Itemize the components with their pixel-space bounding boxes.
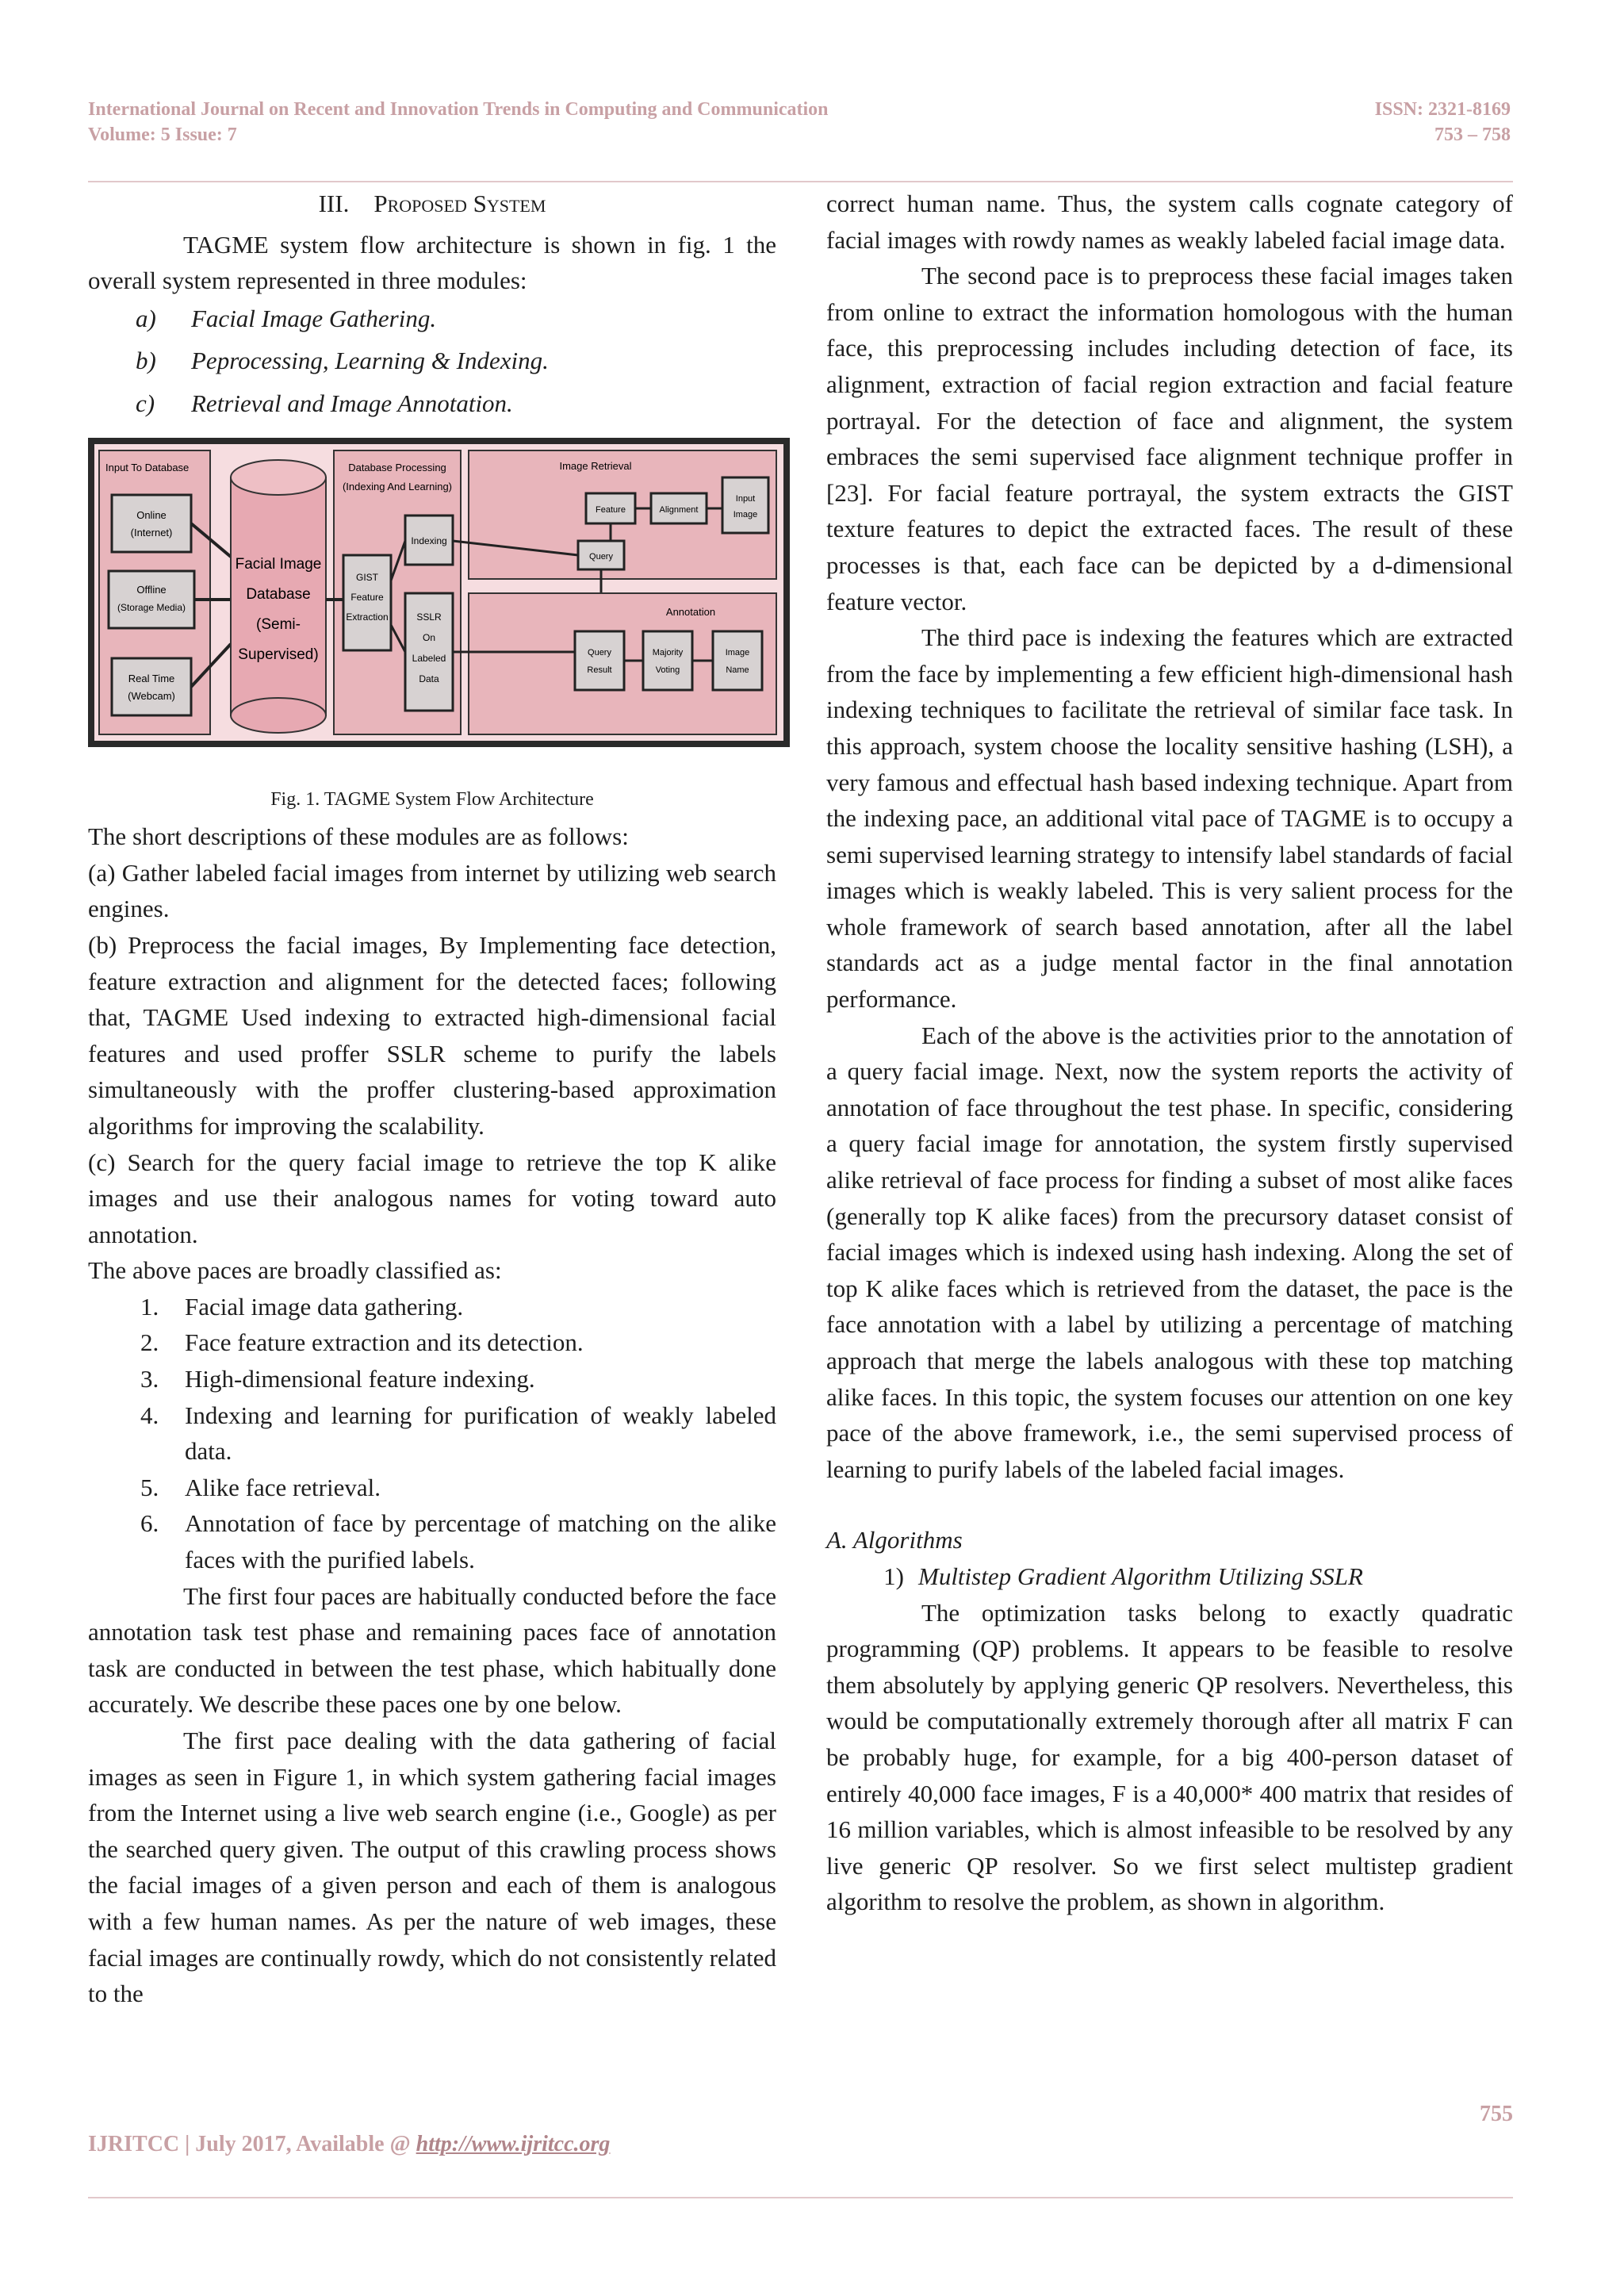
query-result-label: Result bbox=[587, 665, 612, 675]
classified-intro: The above paces are broadly classified as: bbox=[88, 1256, 502, 1285]
running-header-left bbox=[88, 97, 829, 148]
list-item: 1. Facial image data gathering. bbox=[140, 1292, 464, 1320]
sslr-label: On bbox=[422, 631, 436, 643]
right-column bbox=[826, 186, 1513, 1920]
db-processing-subtitle: (Indexing And Learning) bbox=[342, 480, 453, 493]
query-result-box bbox=[575, 631, 624, 690]
offline-label: Offline bbox=[136, 583, 167, 596]
sslr-label: Data bbox=[419, 673, 439, 684]
db-processing-title: Database Processing bbox=[348, 461, 446, 473]
section-heading bbox=[88, 186, 776, 222]
paragraph: correct human name. Thus, the system calls cognate category of facial images with rowdy names as weakly labeled facial image data. bbox=[826, 190, 1513, 254]
paragraph: The third pace is indexing the features which are extracted from the face by implementing a few efficient high-dimensional hash indexing techniques to facilitate the retrieval of similar face task. In this approach, system choose the locality sensitive hashing (LSH), a very famous and effectual hash based indexing technique. Apart from the indexing pace, an additional vital pace of TAGME is to occupy a semi supervised learning strategy to intensify label standards of facial images which is weakly labeled. This is very salient process for the whole framework of search based annotation, after all the label standards act as a judge mental factor in the final annotation performance. bbox=[826, 623, 1513, 1014]
module-desc-a: (a) Gather labeled facial images from internet by utilizing web search engines. bbox=[88, 858, 776, 923]
pace-list bbox=[88, 1289, 776, 1578]
journal-name: International Journal on Recent and Innovation Trends in Computing and Communication bbox=[88, 99, 829, 120]
list-item: 4. Indexing and learning for purification of weakly labeled data. bbox=[140, 1401, 776, 1466]
majority-voting-box bbox=[643, 631, 692, 690]
header-rule bbox=[88, 181, 1513, 182]
input-image-box bbox=[722, 477, 768, 533]
section-title: Proposed System bbox=[373, 190, 546, 217]
gist-label: Feature bbox=[350, 591, 384, 603]
database-label: Facial Image bbox=[235, 555, 322, 573]
paragraph: The first pace dealing with the data gathering of facial images as seen in Figure 1, in which system gathering facial images from the Internet using a live web search engine (i.e., Google) as per the searched query given. The output of this crawling process shows the facial images of a given person and each of them is analogous with a few human names. As per the nature of web images, these facial images are continually rowdy, which do not consistently related to the bbox=[88, 1727, 776, 2008]
volume-issue: Volume: 5 Issue: 7 bbox=[88, 125, 237, 145]
realtime-label: Real Time bbox=[128, 672, 175, 684]
footer-text: IJRITCC | July 2017, Available @ bbox=[88, 2132, 416, 2156]
module-desc-c: (c) Search for the query facial image to retrieve the top K alike images and use their analogous names for voting toward auto annotation. bbox=[88, 1148, 776, 1248]
indexing-label: Indexing bbox=[411, 535, 447, 546]
module-item: c) Retrieval and Image Annotation. bbox=[136, 389, 513, 417]
database-label: Supervised) bbox=[238, 646, 319, 663]
image-name-box bbox=[713, 631, 762, 690]
figure-caption: Fig. 1. TAGME System Flow Architecture bbox=[270, 789, 594, 811]
online-box bbox=[112, 495, 191, 552]
feature-label: Feature bbox=[596, 504, 626, 515]
alignment-label: Alignment bbox=[659, 504, 699, 515]
list-item: 6. Annotation of face by percentage of matching on the alike faces with the purified labels. bbox=[140, 1509, 776, 1574]
paragraph: The first four paces are habitually conducted before the face annotation task test phase and remaining paces face of annotation task are conducted in between the test phase, which habitually done accurately. We describe these paces one by one below. bbox=[88, 1581, 776, 1719]
page-number: 755 bbox=[1480, 2102, 1513, 2126]
journal-link[interactable]: http://www.ijritcc.org bbox=[416, 2132, 611, 2156]
list-item: 5. Alike face retrieval. bbox=[140, 1473, 381, 1501]
running-header-right bbox=[1375, 97, 1511, 148]
annotation-title: Annotation bbox=[665, 605, 716, 618]
gist-label: GIST bbox=[355, 571, 379, 583]
module-item: b) Peprocessing, Learning & Indexing. bbox=[136, 347, 549, 375]
issn: ISSN: 2321-8169 bbox=[1374, 99, 1511, 120]
query-result-label: Query bbox=[588, 647, 611, 657]
subsection-heading: A. Algorithms bbox=[826, 1526, 963, 1554]
footer-rule bbox=[88, 2197, 1513, 2198]
gist-box bbox=[343, 555, 391, 650]
input-panel-title: Input To Database bbox=[105, 461, 190, 473]
gist-label: Extraction bbox=[346, 611, 389, 623]
offline-box bbox=[109, 571, 194, 628]
section-number: III. bbox=[318, 190, 350, 217]
left-column bbox=[88, 186, 776, 2012]
list-item: 2. Face feature extraction and its detection. bbox=[140, 1328, 584, 1357]
short-desc-intro: The short descriptions of these modules are as follows: bbox=[88, 822, 629, 851]
intro-paragraph: TAGME system flow architecture is shown in fig. 1 the overall system represented in three modules: bbox=[88, 230, 776, 295]
online-sublabel: (Internet) bbox=[130, 526, 173, 539]
list-item: 3. High-dimensional feature indexing. bbox=[140, 1365, 535, 1393]
query-label: Query bbox=[589, 551, 613, 562]
subsubsection-heading: 1) Multistep Gradient Algorithm Utilizing SSLR bbox=[883, 1562, 1363, 1590]
sslr-label: Labeled bbox=[412, 652, 446, 664]
paragraph: The second pace is to preprocess these facial images taken from online to extract the information homologous with the human face, this preprocessing includes including detection of face, its alignment, extraction of facial region extraction and facial feature portrayal. For the detection of face and alignment, the system embraces the semi supervised face alignment technique proffer in [23]. For facial feature portrayal, the system extracts the GIST texture features to depict the extracted faces. The result of these processes is that, each face can be depicted by a d-dimensional feature vector. bbox=[826, 262, 1513, 615]
page-range: 753 – 758 bbox=[1434, 125, 1511, 145]
database-label: Database bbox=[246, 585, 311, 603]
realtime-box bbox=[112, 658, 191, 715]
input-image-label: Input bbox=[735, 493, 756, 504]
database-bottom bbox=[231, 698, 326, 733]
majority-voting-label: Majority bbox=[652, 647, 684, 657]
paragraph: Each of the above is the activities prior to the annotation of a query facial image. Next, now the system reports the activity of annotation of face throughout the test phase. In specific, considering a query facial image for annotation, the system firstly supervised alike retrieval of face process for finding a subset of most alike faces (generally top K alike faces) from the precursory dataset consist of facial images which is indexed using hash indexing. Along the set of top K alike faces which is retrieved from the dataset, the pace is the face annotation with a label by utilizing a percentage of matching approach that merge the labels analogous with these top matching alike faces. In this topic, the system focuses our attention on one key pace of the above framework, i.e., the semi supervised process of learning to purify labels of the labeled facial images. bbox=[826, 1021, 1513, 1483]
module-item: a) Facial Image Gathering. bbox=[136, 304, 437, 332]
paragraph: The optimization tasks belong to exactly quadratic programming (QP) problems. It appears to be feasible to resolve them absolutely by applying generic QP resolvers. Nevertheless, this would be computationally extremely thorough after all matrix F can be probably huge, for example, for a big 400-person dataset of entirely 40,000 face images, F is a 40,000* 400 matrix that resides of 16 million variables, which is almost infeasible to be resolved by any live generic QP resolver. So we first select multistep gradient algorithm to resolve the problem, as shown in algorithm. bbox=[826, 1598, 1513, 1916]
module-desc-b: (b) Preprocess the facial images, By Implementing face detection, feature extraction and alignment for the detected faces; following that, TAGME Used indexing to extracted high-dimensional facial features and used proffer SSLR scheme to purify the labels simultaneously with the proffer clustering-based approximation algorithms for improving the scalability. bbox=[88, 930, 776, 1140]
online-label: Online bbox=[136, 508, 167, 521]
footer bbox=[88, 2132, 610, 2157]
retrieval-title: Image Retrieval bbox=[559, 459, 632, 472]
image-name-label: Image bbox=[725, 647, 750, 657]
system-flow-figure bbox=[88, 438, 790, 747]
offline-sublabel: (Storage Media) bbox=[117, 601, 186, 613]
database-label: (Semi- bbox=[256, 615, 301, 633]
majority-voting-label: Voting bbox=[655, 665, 680, 675]
realtime-sublabel: (Webcam) bbox=[128, 689, 175, 702]
sslr-label: SSLR bbox=[416, 611, 442, 623]
database-top bbox=[231, 460, 326, 495]
image-name-label: Name bbox=[726, 665, 749, 675]
input-image-label: Image bbox=[733, 509, 758, 519]
